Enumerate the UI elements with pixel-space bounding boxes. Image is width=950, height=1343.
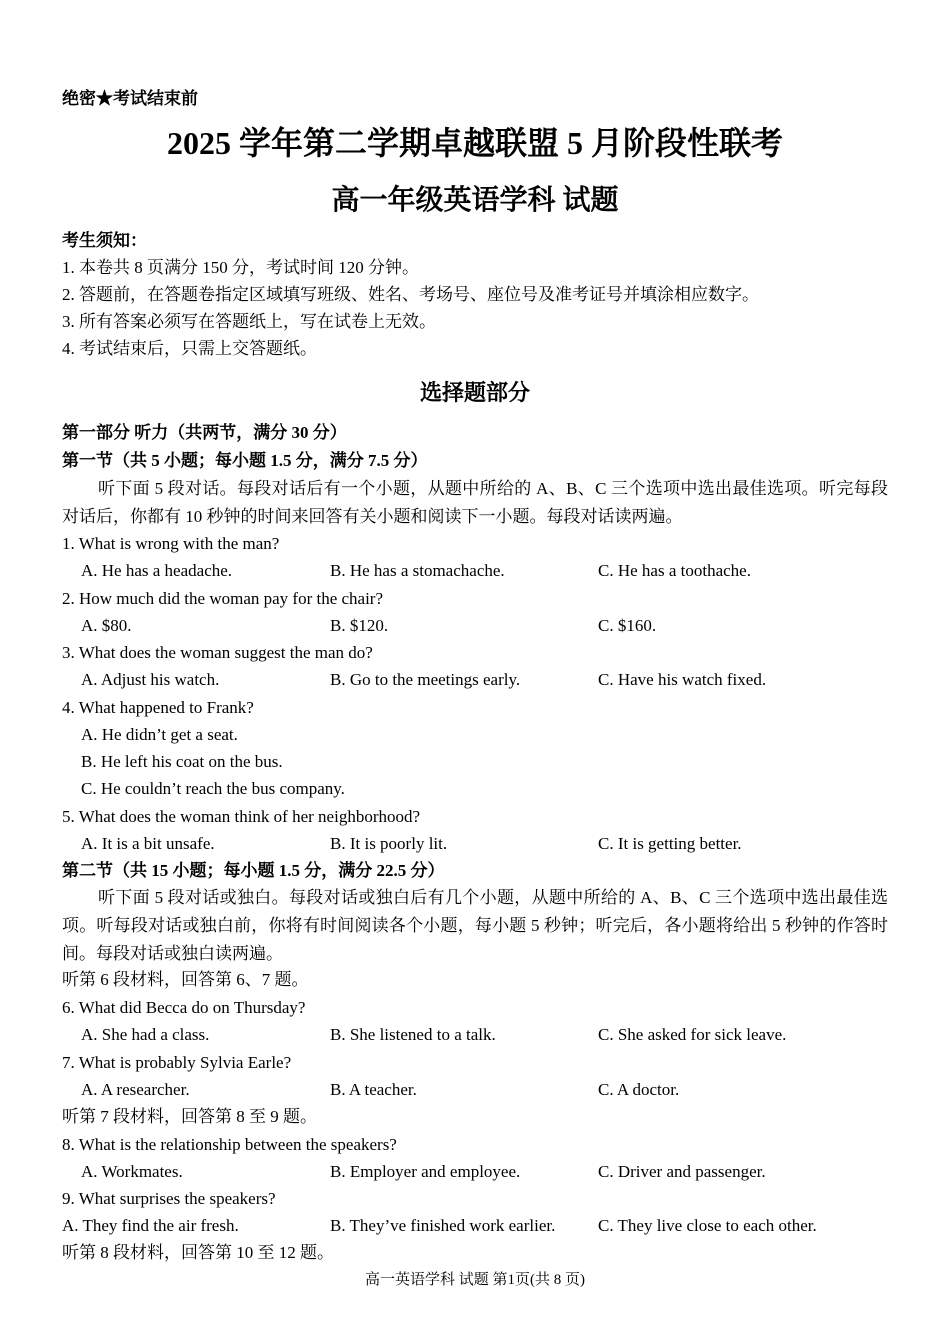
material-note: 听第 6 段材料，回答第 6、7 题。	[62, 970, 309, 989]
option-a: A. They find the air fresh.	[62, 1216, 239, 1235]
notice-heading: 考生须知：	[62, 231, 147, 250]
option-c: C. It is getting better.	[598, 834, 742, 853]
option-c: C. He couldn’t reach the bus company.	[81, 779, 345, 798]
question-9: 9. What surprises the speakers?	[62, 1189, 276, 1208]
option-c: C. $160.	[598, 616, 657, 635]
page-footer: 高一英语学科 试题 第1页(共 8 页)	[365, 1272, 585, 1288]
section2-instructions: 听下面 5 段对话或独白。每段对话或独白后有几个小题，从题中所给的 A、B、C 三个选项中选出最佳选项。听每段对话或独白前，你将有时间阅读各个小题，每小题 5 秒钟；听完后，各小题将给出 5 秒钟的作答时间。每段对话或独白读两遍。	[62, 888, 888, 963]
question-5: 5. What does the woman think of her neighborhood?	[62, 807, 421, 826]
material-note: 听第 8 段材料，回答第 10 至 12 题。	[62, 1243, 334, 1262]
question-1: 1. What is wrong with the man?	[62, 534, 280, 553]
option-a: A. Adjust his watch.	[81, 670, 220, 689]
question-7: 7. What is probably Sylvia Earle?	[62, 1053, 292, 1072]
question-3: 3. What does the woman suggest the man do?	[62, 643, 373, 662]
notice-item: 4. 考试结束后，只需上交答题纸。	[62, 339, 317, 358]
option-b: B. He left his coat on the bus.	[81, 752, 283, 771]
section-title: 选择题部分	[419, 380, 530, 405]
option-b: B. It is poorly lit.	[330, 834, 448, 853]
option-a: A. It is a bit unsafe.	[81, 834, 215, 853]
option-a: A. A researcher.	[81, 1080, 190, 1099]
part-heading: 第一部分 听力（共两节，满分 30 分）	[62, 423, 347, 442]
material-note: 听第 7 段材料，回答第 8 至 9 题。	[62, 1107, 317, 1126]
option-b: B. She listened to a talk.	[330, 1025, 496, 1044]
section1-heading: 第一节（共 5 小题；每小题 1.5 分，满分 7.5 分）	[62, 451, 428, 470]
exam-subtitle: 高一年级英语学科 试题	[331, 185, 619, 216]
option-b: B. They’ve finished work earlier.	[330, 1216, 556, 1235]
question-2: 2. How much did the woman pay for the chair?	[62, 589, 384, 608]
exam-title: 2025 学年第二学期卓越联盟 5 月阶段性联考	[166, 125, 783, 161]
question-4: 4. What happened to Frank?	[62, 698, 254, 717]
option-a: A. Workmates.	[81, 1162, 183, 1181]
confidential-label: 绝密★考试结束前	[62, 89, 198, 108]
option-a: A. She had a class.	[81, 1025, 210, 1044]
option-a: A. He didn’t get a seat.	[81, 725, 238, 744]
option-a: A. He has a headache.	[81, 561, 233, 580]
question-6: 6. What did Becca do on Thursday?	[62, 998, 306, 1017]
option-b: B. A teacher.	[330, 1080, 417, 1099]
option-c: C. He has a toothache.	[598, 561, 751, 580]
section1-instructions: 听下面 5 段对话。每段对话后有一个小题，从题中所给的 A、B、C 三个选项中选出最佳选项。听完每段对话后，你都有 10 秒钟的时间来回答有关小题和阅读下一小题。每段对话读两遍。	[62, 479, 888, 526]
option-c: C. Driver and passenger.	[598, 1162, 766, 1181]
option-c: C. A doctor.	[598, 1080, 680, 1099]
option-c: C. Have his watch fixed.	[598, 670, 767, 689]
option-c: C. She asked for sick leave.	[598, 1025, 787, 1044]
option-b: B. $120.	[330, 616, 389, 635]
section2-heading: 第二节（共 15 小题；每小题 1.5 分，满分 22.5 分）	[62, 861, 445, 880]
notice-item: 2. 答题前，在答题卷指定区域填写班级、姓名、考场号、座位号及准考证号并填涂相应数字。	[62, 285, 759, 304]
notice-item: 3. 所有答案必须写在答题纸上，写在试卷上无效。	[62, 312, 436, 331]
option-b: B. Go to the meetings early.	[330, 670, 521, 689]
option-b: B. He has a stomachache.	[330, 561, 505, 580]
option-a: A. $80.	[81, 616, 132, 635]
question-8: 8. What is the relationship between the speakers?	[62, 1135, 397, 1154]
option-b: B. Employer and employee.	[330, 1162, 521, 1181]
notice-item: 1. 本卷共 8 页满分 150 分，考试时间 120 分钟。	[62, 258, 419, 277]
option-c: C. They live close to each other.	[598, 1216, 817, 1235]
